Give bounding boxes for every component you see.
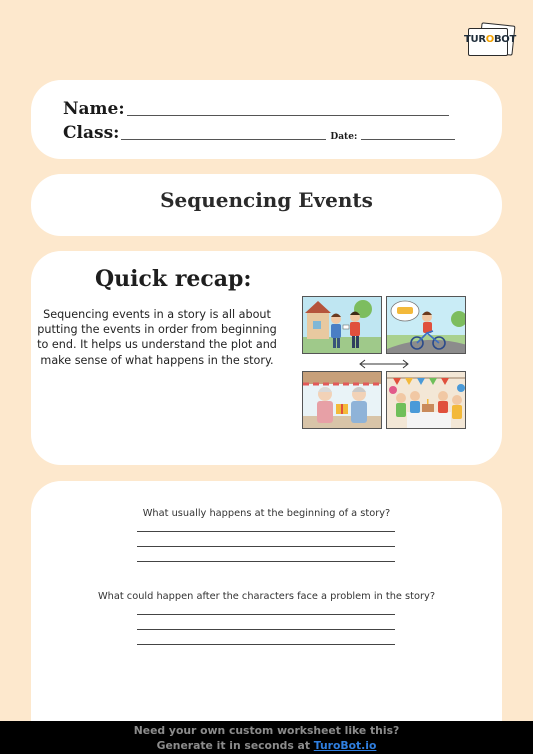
answer-line[interactable]	[137, 644, 395, 645]
answer-line[interactable]	[137, 561, 395, 562]
page-title: Sequencing Events	[160, 188, 373, 212]
sequencing-illustration	[302, 296, 466, 430]
birthday-party-scene	[386, 371, 466, 429]
double-arrow-icon	[358, 359, 410, 369]
recap-heading: Quick recap:	[95, 266, 252, 292]
name-field[interactable]	[63, 100, 449, 118]
boy-riding-bicycle-scene	[386, 296, 466, 354]
kids-playing-with-mail-scene	[302, 296, 382, 354]
promo-footer	[0, 721, 533, 754]
answer-line[interactable]	[137, 546, 395, 547]
class-field[interactable]	[63, 124, 455, 142]
answer-line[interactable]	[137, 629, 395, 630]
turobot-logo	[464, 24, 516, 60]
footer-line-2: Generate it in seconds at TuroBot.io	[156, 739, 377, 752]
class-line[interactable]	[121, 139, 326, 140]
date-line[interactable]	[361, 139, 455, 140]
question-1: What usually happens at the beginning of a story?	[142, 508, 391, 519]
date-label: Date:	[330, 132, 358, 142]
recap-body: Sequencing events in a story is all about putting the events in order from beginning to end. It helps us understand the plot and make sense of what happens in the story.	[37, 308, 277, 367]
answer-line[interactable]	[137, 614, 395, 615]
logo-text: TUROBOT	[464, 34, 516, 45]
footer-line-1: Need your own custom worksheet like this?	[133, 724, 400, 737]
answer-line[interactable]	[137, 531, 395, 532]
name-label: Name:	[63, 99, 125, 119]
name-line[interactable]	[127, 115, 449, 116]
student-info-card	[31, 80, 502, 159]
question-2: What could happen after the characters face a problem in the story?	[97, 591, 436, 602]
turobot-link[interactable]: TuroBot.io	[313, 739, 377, 752]
class-label: Class:	[63, 123, 120, 143]
grandparents-gift-scene	[302, 371, 382, 429]
questions-card	[31, 481, 502, 741]
